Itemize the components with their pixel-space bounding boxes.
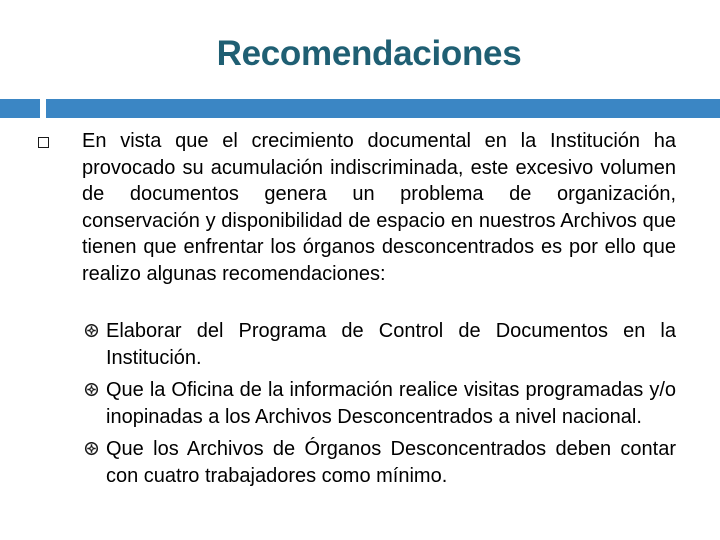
sub-bullet-list	[0, 318, 720, 495]
hollow-square-icon	[38, 137, 49, 148]
title-rule-left	[0, 99, 40, 118]
list-item	[0, 377, 720, 430]
title-rule-right	[46, 99, 720, 118]
sub-bullet-text: Elaborar del Programa de Control de Documentos en la Institución.	[106, 320, 676, 369]
slide-title: Recomendaciones	[216, 34, 522, 73]
list-item	[0, 318, 720, 371]
main-bullet-text: En vista que el crecimiento documental en la Institución ha provocado su acumulación indiscriminada, este excesivo volumen de documentos genera un problema de organización, conservación y disponibilidad de espacio en nuestros Archivos que tienen que enfrentar los órganos desconcentrados es por ello que realizo algunas recomendaciones:	[82, 130, 676, 285]
list-item	[0, 436, 720, 489]
circled-cross-icon	[84, 382, 99, 397]
sub-bullet-text: Que la Oficina de la información realice visitas programadas y/o inopinadas a los Archivos Desconcentrados a nivel nacional.	[106, 379, 676, 428]
sub-bullet-text: Que los Archivos de Órganos Desconcentrados deben contar con cuatro trabajadores como mínimo.	[106, 438, 676, 487]
circled-cross-icon	[84, 441, 99, 456]
circled-cross-icon	[84, 323, 99, 338]
